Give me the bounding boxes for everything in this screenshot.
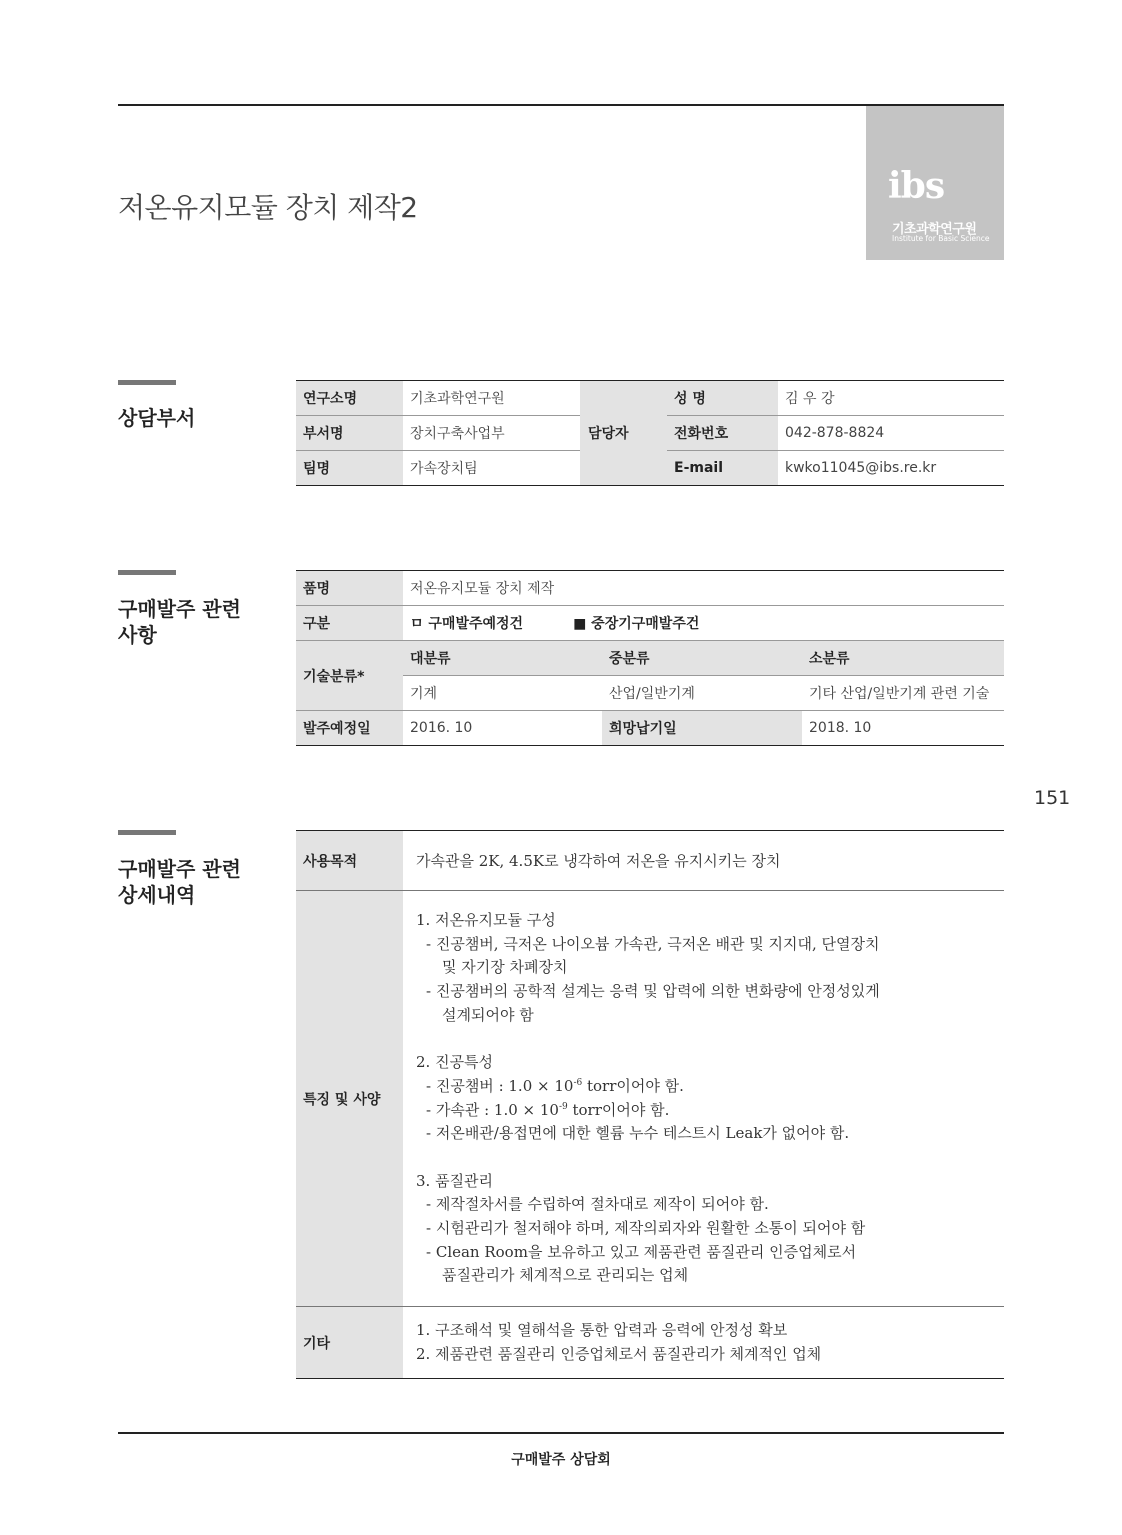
label-delivery-date: 희망납기일 (602, 711, 802, 746)
spec-line: - 저온배관/용접면에 대한 헬륨 누수 테스트시 Leak가 없어야 함. (426, 1124, 850, 1143)
label-etc: 기타 (296, 1307, 403, 1379)
label-purpose: 사용목적 (296, 831, 403, 891)
spec-line: - 가속관 : $1.0 \times 10^{-9}$ torr이어야 함. (426, 1100, 670, 1119)
table-row (296, 676, 1004, 711)
tech-header-minor: 소분류 (802, 641, 1004, 676)
spec-line: - 제작절차서를 수립하여 절차대로 제작이 되어야 함. (426, 1195, 769, 1214)
spec-line: - 진공챔버, 극저온 나이오븀 가속관, 극저온 배관 및 지지대, 단열장치 (426, 934, 880, 953)
label-institute: 연구소명 (296, 381, 403, 416)
label-spec: 특징 및 사양 (296, 891, 403, 1307)
label-phone: 전화번호 (667, 416, 778, 451)
value-phone: 042-878-8824 (778, 416, 1004, 451)
section-bar-consult (118, 380, 176, 385)
etc-line: 1. 구조해석 및 열해석을 통한 압력과 응력에 안정성 확보 (416, 1320, 788, 1339)
tech-value-middle: 산업/일반기계 (602, 676, 802, 711)
etc-line: 2. 제품관련 품질관리 인증업체로서 품질관리가 체계적인 업체 (416, 1344, 822, 1363)
type-option-planned: ㅁ 구매발주예정건 (410, 616, 524, 632)
table-row (296, 571, 1004, 606)
purchase-table (296, 570, 1004, 746)
logo-mark: ibs (888, 165, 945, 207)
tech-header-middle: 중분류 (602, 641, 802, 676)
table-row (296, 381, 1004, 416)
tech-value-major: 기계 (403, 676, 602, 711)
table-row (296, 606, 1004, 641)
spec-line: - 진공챔버의 공학적 설계는 응력 및 압력에 의한 변화량에 안정성있게 (426, 982, 880, 1000)
spec-line: 품질관리가 체계적으로 관리되는 업체 (442, 1266, 689, 1285)
value-delivery-date: 2018. 10 (802, 711, 1004, 746)
value-department: 장치구축사업부 (403, 416, 580, 451)
spec-line: 1. 저온유지모듈 구성 (416, 910, 556, 929)
type-option-longterm: ■ 중장기구매발주건 (573, 616, 700, 632)
page-title: 저온유지모듈 장치 제작2 (118, 191, 418, 224)
section-title-purchase-line2: 사항 (118, 623, 157, 647)
section-bar-details (118, 830, 176, 835)
page-number: 151 (1034, 787, 1071, 809)
bottom-rule (118, 1432, 1004, 1434)
logo-name-en: Institute for Basic Science (892, 234, 990, 243)
section-bar-purchase (118, 570, 176, 575)
label-type: 구분 (296, 606, 403, 641)
spec-line: - 진공챔버 : $1.0 \times 10^{-6}$ torr이어야 함. (426, 1076, 684, 1095)
spec-line: 및 자기장 차폐장치 (442, 958, 568, 977)
spec-line: 설계되어야 함 (442, 1005, 534, 1024)
label-order-date: 발주예정일 (296, 711, 403, 746)
value-institute: 기초과학연구원 (410, 391, 505, 407)
ibs-logo (866, 106, 1004, 260)
type-options (403, 606, 1004, 641)
value-item: 저온유지모듈 장치 제작 (410, 581, 555, 597)
section-title-consult: 상담부서 (118, 406, 196, 430)
table-row (296, 711, 1004, 746)
section-title-details (118, 856, 241, 908)
label-name: 성 명 (667, 381, 778, 416)
label-item: 품명 (296, 571, 403, 606)
consult-table (296, 380, 1004, 486)
tech-header-major: 대분류 (403, 641, 602, 676)
label-tech: 기술분류* (296, 641, 403, 711)
spec-line: 3. 품질관리 (416, 1171, 494, 1190)
table-row (296, 1307, 1004, 1379)
value-spec (403, 891, 1004, 1307)
section-title-details-line2: 상세내역 (118, 883, 196, 907)
label-email: E-mail (667, 451, 778, 486)
spec-line: 2. 진공특성 (416, 1053, 494, 1072)
value-etc (403, 1307, 1004, 1379)
table-row (296, 831, 1004, 891)
table-row (296, 641, 1004, 676)
value-name: 김 우 강 (785, 391, 835, 407)
value-email: kwko11045@ibs.re.kr (778, 451, 1004, 486)
section-title-purchase-line1: 구매발주 관련 (118, 597, 241, 621)
label-manager: 담당자 (580, 381, 667, 486)
logo-name-ko: 기초과학연구원 (892, 222, 977, 237)
footer-text: 구매발주 상담회 (511, 1452, 611, 1468)
exponent: -9 (558, 1101, 568, 1112)
table-row (296, 891, 1004, 1307)
value-order-date: 2016. 10 (403, 711, 602, 746)
tech-value-minor: 기타 산업/일반기계 관련 기술 (802, 676, 1004, 711)
spec-line: - Clean Room을 보유하고 있고 제품관련 품질관리 인증업체로서 (426, 1242, 857, 1261)
value-team: 가속장치팀 (403, 451, 580, 486)
exponent: -6 (573, 1077, 583, 1088)
section-title-purchase (118, 596, 241, 648)
section-title-details-line1: 구매발주 관련 (118, 857, 241, 881)
label-team: 팀명 (296, 451, 403, 486)
value-purpose: 가속관을 2K, 4.5K로 냉각하여 저온을 유지시키는 장치 (416, 852, 781, 870)
spec-line: - 시험관리가 철저해야 하며, 제작의뢰자와 원활한 소통이 되어야 함 (426, 1219, 866, 1237)
label-department: 부서명 (296, 416, 403, 451)
details-table (296, 830, 1004, 1379)
